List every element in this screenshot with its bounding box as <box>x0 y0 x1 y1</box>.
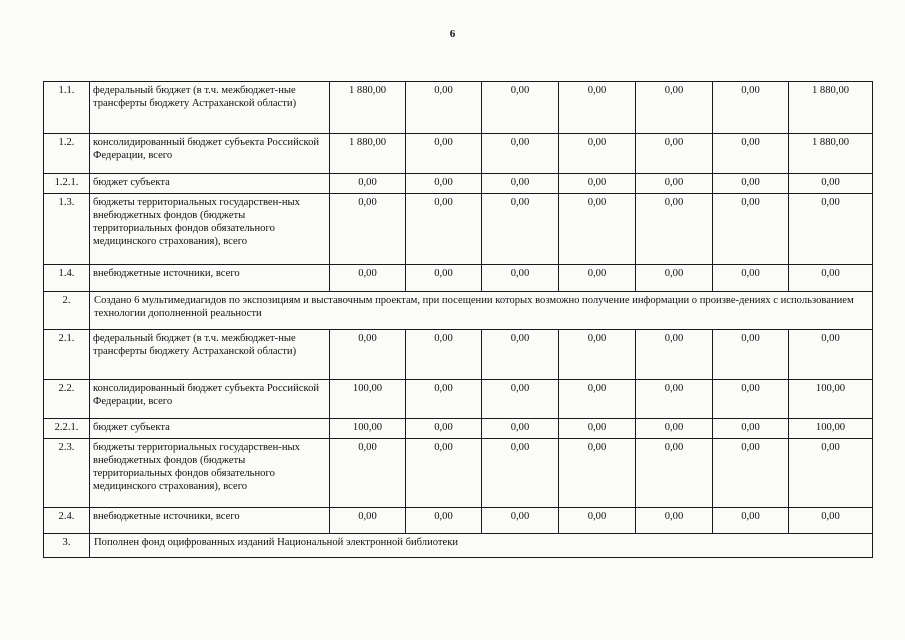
budget-table <box>43 81 873 558</box>
value-cell: 0,00 <box>559 265 636 292</box>
value-cell: 0,00 <box>789 330 873 380</box>
value-cell: 0,00 <box>406 419 482 439</box>
value-cell: 0,00 <box>559 194 636 265</box>
table-row <box>44 194 873 265</box>
value-cell: 0,00 <box>636 265 713 292</box>
row-label-cell: внебюджетные источники, всего <box>90 265 330 292</box>
value-cell: 100,00 <box>330 380 406 419</box>
value-cell: 0,00 <box>636 134 713 174</box>
value-cell: 0,00 <box>482 82 559 134</box>
row-number-cell: 1.1. <box>44 82 90 134</box>
row-label-cell: бюджет субъекта <box>90 174 330 194</box>
value-cell: 0,00 <box>713 439 789 508</box>
table-body <box>44 82 873 558</box>
value-cell: 0,00 <box>713 265 789 292</box>
value-cell: 0,00 <box>330 330 406 380</box>
value-cell: 0,00 <box>559 330 636 380</box>
value-cell: 0,00 <box>713 194 789 265</box>
table-row <box>44 265 873 292</box>
row-number-cell: 3. <box>44 534 90 558</box>
row-label-cell: консолидированный бюджет субъекта Российской Федерации, всего <box>90 134 330 174</box>
value-cell: 0,00 <box>330 265 406 292</box>
value-cell: 0,00 <box>330 194 406 265</box>
value-cell: 0,00 <box>636 439 713 508</box>
value-cell: 1 880,00 <box>789 134 873 174</box>
row-number-cell: 1.2.1. <box>44 174 90 194</box>
value-cell: 0,00 <box>789 265 873 292</box>
value-cell: 0,00 <box>789 174 873 194</box>
value-cell: 0,00 <box>482 380 559 419</box>
value-cell: 0,00 <box>713 380 789 419</box>
value-cell: 1 880,00 <box>789 82 873 134</box>
value-cell: 0,00 <box>482 508 559 534</box>
row-label-cell: бюджеты территориальных государствен-ных внебюджетных фондов (бюджеты территориальных фондов обязательного медицинского страхования), всего <box>90 439 330 508</box>
value-cell: 0,00 <box>636 380 713 419</box>
value-cell: 0,00 <box>559 134 636 174</box>
value-cell: 1 880,00 <box>330 134 406 174</box>
value-cell: 0,00 <box>636 194 713 265</box>
row-label-cell: внебюджетные источники, всего <box>90 508 330 534</box>
value-cell: 0,00 <box>406 82 482 134</box>
row-number-cell: 2.1. <box>44 330 90 380</box>
table-row <box>44 82 873 134</box>
value-cell: 0,00 <box>559 508 636 534</box>
section-title-cell: Создано 6 мультимедиагидов по экспозициям и выставочным проектам, при посещении которых возможно получение информации о произве-дениях с использованием технологии дополненной реальности <box>90 292 873 330</box>
value-cell: 0,00 <box>713 134 789 174</box>
value-cell: 0,00 <box>559 82 636 134</box>
row-number-cell: 2.2.1. <box>44 419 90 439</box>
value-cell: 0,00 <box>789 194 873 265</box>
value-cell: 0,00 <box>482 174 559 194</box>
value-cell: 0,00 <box>482 419 559 439</box>
value-cell: 0,00 <box>330 508 406 534</box>
table-row <box>44 174 873 194</box>
row-number-cell: 2.3. <box>44 439 90 508</box>
value-cell: 0,00 <box>713 174 789 194</box>
row-number-cell: 1.2. <box>44 134 90 174</box>
value-cell: 0,00 <box>406 330 482 380</box>
value-cell: 0,00 <box>636 330 713 380</box>
value-cell: 0,00 <box>713 508 789 534</box>
row-label-cell: бюджет субъекта <box>90 419 330 439</box>
row-number-cell: 1.4. <box>44 265 90 292</box>
value-cell: 0,00 <box>482 134 559 174</box>
value-cell: 0,00 <box>406 508 482 534</box>
row-label-cell: федеральный бюджет (в т.ч. межбюджет-ные трансферты бюджету Астраханской области) <box>90 330 330 380</box>
value-cell: 0,00 <box>636 508 713 534</box>
table-row <box>44 380 873 419</box>
value-cell: 0,00 <box>406 134 482 174</box>
table-row <box>44 439 873 508</box>
value-cell: 100,00 <box>789 419 873 439</box>
value-cell: 0,00 <box>406 439 482 508</box>
row-label-cell: бюджеты территориальных государствен-ных внебюджетных фондов (бюджеты территориальных фондов обязательного медицинского страхования), всего <box>90 194 330 265</box>
table-row <box>44 508 873 534</box>
table-row <box>44 134 873 174</box>
value-cell: 0,00 <box>559 380 636 419</box>
value-cell: 0,00 <box>713 330 789 380</box>
table-row <box>44 419 873 439</box>
row-label-cell: консолидированный бюджет субъекта Российской Федерации, всего <box>90 380 330 419</box>
page-number: 6 <box>449 28 456 40</box>
table-row <box>44 534 873 558</box>
value-cell: 0,00 <box>406 265 482 292</box>
table-row <box>44 330 873 380</box>
value-cell: 0,00 <box>559 439 636 508</box>
value-cell: 0,00 <box>713 82 789 134</box>
value-cell: 0,00 <box>406 174 482 194</box>
value-cell: 0,00 <box>406 380 482 419</box>
value-cell: 0,00 <box>789 439 873 508</box>
value-cell: 1 880,00 <box>330 82 406 134</box>
value-cell: 0,00 <box>636 419 713 439</box>
row-number-cell: 1.3. <box>44 194 90 265</box>
value-cell: 100,00 <box>330 419 406 439</box>
value-cell: 0,00 <box>482 439 559 508</box>
row-label-cell: федеральный бюджет (в т.ч. межбюджет-ные трансферты бюджету Астраханской области) <box>90 82 330 134</box>
value-cell: 0,00 <box>789 508 873 534</box>
row-number-cell: 2.2. <box>44 380 90 419</box>
value-cell: 0,00 <box>406 194 482 265</box>
table-row <box>44 292 873 330</box>
row-number-cell: 2.4. <box>44 508 90 534</box>
value-cell: 0,00 <box>330 174 406 194</box>
value-cell: 0,00 <box>330 439 406 508</box>
value-cell: 0,00 <box>482 265 559 292</box>
value-cell: 0,00 <box>559 419 636 439</box>
value-cell: 0,00 <box>482 330 559 380</box>
value-cell: 0,00 <box>559 174 636 194</box>
value-cell: 0,00 <box>636 174 713 194</box>
value-cell: 100,00 <box>789 380 873 419</box>
value-cell: 0,00 <box>482 194 559 265</box>
section-title-cell: Пополнен фонд оцифрованных изданий Национальной электронной библиотеки <box>90 534 873 558</box>
value-cell: 0,00 <box>713 419 789 439</box>
row-number-cell: 2. <box>44 292 90 330</box>
value-cell: 0,00 <box>636 82 713 134</box>
